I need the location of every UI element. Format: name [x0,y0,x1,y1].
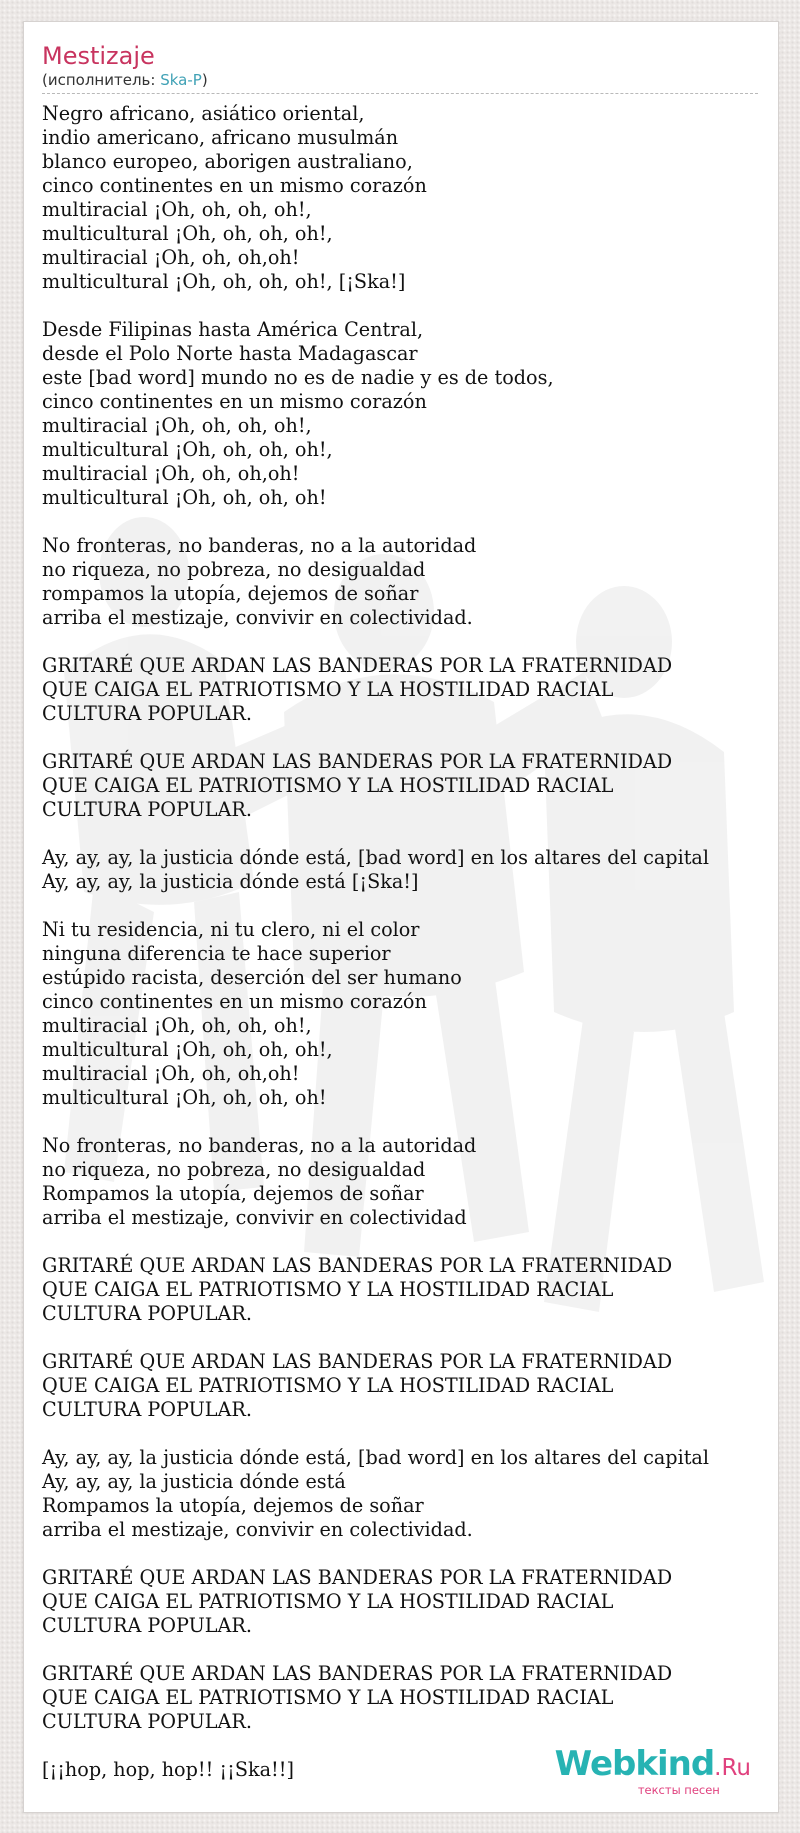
lyric-line: multicultural ¡Oh, oh, oh, oh!, [42,222,333,245]
lyric-line: estúpido racista, deserción del ser humano [42,966,462,989]
lyric-line: arriba el mestizaje, convivir en colectividad [42,1206,467,1229]
lyric-line: No fronteras, no banderas, no a la autoridad [42,534,477,557]
lyrics-stanza [42,654,772,726]
lyrics-card [23,21,779,1813]
lyric-line: multicultural ¡Oh, oh, oh, oh!, [42,1038,333,1061]
song-title: Mestizaje [42,42,155,70]
lyric-line: [¡¡hop, hop, hop!! ¡¡Ska!!] [42,1758,294,1781]
lyric-line: GRITARÉ QUE ARDAN LAS BANDERAS POR LA FRATERNIDAD [42,750,673,773]
lyric-line: QUE CAIGA EL PATRIOTISMO Y LA HOSTILIDAD RACIAL [42,1686,614,1709]
lyric-line: multicultural ¡Oh, oh, oh, oh!, [42,438,333,461]
lyric-line: multicultural ¡Oh, oh, oh, oh! [42,486,327,509]
lyric-line: No fronteras, no banderas, no a la autoridad [42,1134,477,1157]
lyrics-stanza [42,918,772,1110]
lyric-line: desde el Polo Norte hasta Madagascar [42,342,418,365]
lyric-line: CULTURA POPULAR. [42,1302,252,1325]
lyric-line: multiracial ¡Oh, oh, oh,oh! [42,1062,300,1085]
lyric-line: CULTURA POPULAR. [42,1614,252,1637]
lyrics-stanza [42,1350,772,1422]
performer-line [42,70,758,90]
lyric-line: Ay, ay, ay, la justicia dónde está [42,1470,346,1493]
lyric-line: Negro africano, asiático oriental, [42,102,365,125]
lyric-line: QUE CAIGA EL PATRIOTISMO Y LA HOSTILIDAD RACIAL [42,678,614,701]
logo-wordmark [555,1746,751,1786]
logo-tagline: тексты песен [637,1783,720,1797]
lyric-line: Ni tu residencia, ni tu clero, ni el color [42,918,420,941]
lyrics-body [42,102,772,1806]
lyrics-stanza [42,534,772,630]
lyric-line: Ay, ay, ay, la justicia dónde está, [bad word] en los altares del capital [42,1446,710,1469]
lyric-line: GRITARÉ QUE ARDAN LAS BANDERAS POR LA FRATERNIDAD [42,1662,673,1685]
lyric-line: multicultural ¡Oh, oh, oh, oh! [42,1086,327,1109]
lyric-line: QUE CAIGA EL PATRIOTISMO Y LA HOSTILIDAD RACIAL [42,1590,614,1613]
lyric-line: no riqueza, no pobreza, no desigualdad [42,558,426,581]
lyric-line: indio americano, africano musulmán [42,126,399,149]
performer-prefix: (исполнитель: [42,71,161,89]
lyric-line: Ay, ay, ay, la justicia dónde está, [bad word] en los altares del capital [42,846,710,869]
lyrics-stanza [42,318,772,510]
lyric-line: arriba el mestizaje, convivir en colectividad. [42,606,473,629]
lyric-line: CULTURA POPULAR. [42,702,252,725]
lyric-line: blanco europeo, aborigen australiano, [42,150,413,173]
lyrics-stanza [42,1662,772,1734]
lyric-line: multiracial ¡Oh, oh, oh, oh!, [42,414,312,437]
performer-suffix: ) [201,71,208,89]
lyric-line: CULTURA POPULAR. [42,1398,252,1421]
lyrics-stanza [42,750,772,822]
lyric-line: Rompamos la utopía, dejemos de soñar [42,1494,424,1517]
lyric-line: Desde Filipinas hasta América Central, [42,318,424,341]
lyric-line: GRITARÉ QUE ARDAN LAS BANDERAS POR LA FRATERNIDAD [42,654,673,677]
lyrics-stanza [42,1134,772,1230]
lyrics-stanza [42,1254,772,1326]
lyrics-stanza [42,1566,772,1638]
lyric-line: rompamos la utopía, dejemos de soñar [42,582,419,605]
lyric-line: CULTURA POPULAR. [42,1710,252,1733]
lyric-line: este [bad word] mundo no es de nadie y es de todos, [42,366,554,389]
lyric-line: Ay, ay, ay, la justicia dónde está [¡Ska!] [42,870,419,893]
lyric-line: cinco continentes en un mismo corazón [42,174,427,197]
lyric-line: ninguna diferencia te hace superior [42,942,391,965]
lyric-line: cinco continentes en un mismo corazón [42,390,427,413]
lyrics-stanza [42,1446,772,1542]
lyric-line: multiracial ¡Oh, oh, oh, oh!, [42,1014,312,1037]
lyric-line: Rompamos la utopía, dejemos de soñar [42,1182,424,1205]
site-logo[interactable] [555,1746,751,1796]
lyric-line: arriba el mestizaje, convivir en colectividad. [42,1518,473,1541]
logo-suffix: .Ru [714,1755,751,1781]
lyric-line: QUE CAIGA EL PATRIOTISMO Y LA HOSTILIDAD RACIAL [42,1278,614,1301]
lyric-line: cinco continentes en un mismo corazón [42,990,427,1013]
lyric-line: multiracial ¡Oh, oh, oh,oh! [42,462,300,485]
lyrics-stanza [42,846,772,894]
lyric-line: QUE CAIGA EL PATRIOTISMO Y LA HOSTILIDAD RACIAL [42,1374,614,1397]
logo-name: Webkind [554,1744,715,1784]
lyric-line: multiracial ¡Oh, oh, oh, oh!, [42,198,312,221]
lyric-line: no riqueza, no pobreza, no desigualdad [42,1158,426,1181]
lyric-line: GRITARÉ QUE ARDAN LAS BANDERAS POR LA FRATERNIDAD [42,1566,673,1589]
lyric-line: GRITARÉ QUE ARDAN LAS BANDERAS POR LA FRATERNIDAD [42,1254,673,1277]
lyric-line: QUE CAIGA EL PATRIOTISMO Y LA HOSTILIDAD RACIAL [42,774,614,797]
performer-link[interactable]: Ska-P [160,71,202,89]
lyric-line: multiracial ¡Oh, oh, oh,oh! [42,246,300,269]
lyrics-stanza [42,102,772,294]
lyric-line: multicultural ¡Oh, oh, oh, oh!, [¡Ska!] [42,270,406,293]
lyric-line: GRITARÉ QUE ARDAN LAS BANDERAS POR LA FRATERNIDAD [42,1350,673,1373]
song-header [42,42,758,94]
lyric-line: CULTURA POPULAR. [42,798,252,821]
